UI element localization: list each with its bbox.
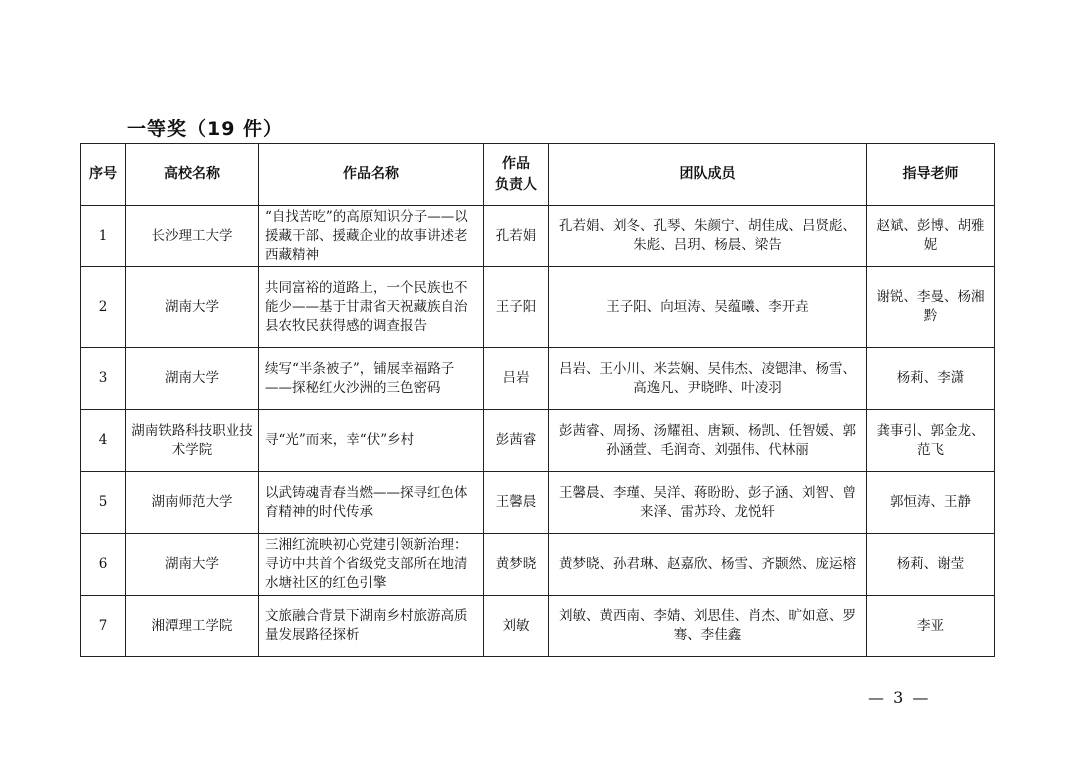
cell-school: 湘潭理工学院 bbox=[126, 596, 259, 657]
cell-team: 王子阳、向垣涛、吴蕴曦、李开垚 bbox=[549, 267, 867, 348]
cell-team: 彭茜睿、周扬、汤耀祖、唐颖、杨凯、任智媛、郭孙涵萱、毛润奇、刘强伟、代林丽 bbox=[549, 410, 867, 472]
header-index: 序号 bbox=[81, 144, 126, 206]
cell-school: 长沙理工大学 bbox=[126, 206, 259, 267]
table-row bbox=[81, 534, 995, 596]
cell-index: 1 bbox=[81, 206, 126, 267]
cell-advisor: 李亚 bbox=[867, 596, 995, 657]
page-number: — 3 — bbox=[868, 688, 931, 707]
section-title: 一等奖（19 件） bbox=[127, 118, 284, 140]
cell-team: 王馨晨、李瑾、吴洋、蒋盼盼、彭子涵、刘智、曾来泽、雷苏玲、龙悦轩 bbox=[549, 472, 867, 534]
cell-work: 寻“光”而来，幸“伏”乡村 bbox=[259, 410, 484, 472]
table-row bbox=[81, 410, 995, 472]
header-leader: 作品 负责人 bbox=[484, 144, 549, 206]
cell-work: 文旅融合背景下湖南乡村旅游高质量发展路径探析 bbox=[259, 596, 484, 657]
table-row bbox=[81, 267, 995, 348]
cell-leader: 刘敏 bbox=[484, 596, 549, 657]
first-prize-table bbox=[80, 143, 995, 657]
cell-school: 湖南师范大学 bbox=[126, 472, 259, 534]
cell-work: 续写“半条被子”，铺展幸福路子——探秘红火沙洲的三色密码 bbox=[259, 348, 484, 410]
table-row bbox=[81, 472, 995, 534]
cell-school: 湖南铁路科技职业技术学院 bbox=[126, 410, 259, 472]
cell-school: 湖南大学 bbox=[126, 534, 259, 596]
cell-advisor: 杨莉、李潇 bbox=[867, 348, 995, 410]
cell-advisor: 杨莉、谢莹 bbox=[867, 534, 995, 596]
header-work: 作品名称 bbox=[259, 144, 484, 206]
header-team: 团队成员 bbox=[549, 144, 867, 206]
table-row bbox=[81, 596, 995, 657]
cell-team: 孔若娟、刘冬、孔琴、朱颜宁、胡佳成、吕贤彪、朱彪、吕玥、杨晨、梁告 bbox=[549, 206, 867, 267]
cell-advisor: 谢锐、李曼、杨湘黔 bbox=[867, 267, 995, 348]
cell-leader: 吕岩 bbox=[484, 348, 549, 410]
cell-index: 6 bbox=[81, 534, 126, 596]
cell-index: 3 bbox=[81, 348, 126, 410]
cell-school: 湖南大学 bbox=[126, 267, 259, 348]
cell-team: 吕岩、王小川、米芸娴、吴伟杰、凌锶津、杨雪、高逸凡、尹晓晔、叶凌羽 bbox=[549, 348, 867, 410]
cell-leader: 王子阳 bbox=[484, 267, 549, 348]
cell-leader: 王馨晨 bbox=[484, 472, 549, 534]
cell-index: 7 bbox=[81, 596, 126, 657]
cell-advisor: 赵斌、彭博、胡雅妮 bbox=[867, 206, 995, 267]
cell-leader: 黄梦晓 bbox=[484, 534, 549, 596]
cell-index: 4 bbox=[81, 410, 126, 472]
cell-index: 5 bbox=[81, 472, 126, 534]
cell-team: 刘敏、黄西南、李婧、刘思佳、肖杰、旷如意、罗骞、李佳鑫 bbox=[549, 596, 867, 657]
cell-advisor: 龚事引、郭金龙、范飞 bbox=[867, 410, 995, 472]
table-row bbox=[81, 348, 995, 410]
header-school: 高校名称 bbox=[126, 144, 259, 206]
cell-index: 2 bbox=[81, 267, 126, 348]
cell-school: 湖南大学 bbox=[126, 348, 259, 410]
cell-team: 黄梦晓、孙君琳、赵嘉欣、杨雪、齐颢然、庞运榕 bbox=[549, 534, 867, 596]
cell-leader: 彭茜睿 bbox=[484, 410, 549, 472]
table-row bbox=[81, 206, 995, 267]
cell-advisor: 郭恒涛、王静 bbox=[867, 472, 995, 534]
cell-work: 以武铸魂青春当燃——探寻红色体育精神的时代传承 bbox=[259, 472, 484, 534]
cell-leader: 孔若娟 bbox=[484, 206, 549, 267]
table-header-row bbox=[81, 144, 995, 206]
header-advisor: 指导老师 bbox=[867, 144, 995, 206]
cell-work: “自找苦吃”的高原知识分子——以援藏干部、援藏企业的故事讲述老西藏精神 bbox=[259, 206, 484, 267]
cell-work: 共同富裕的道路上，一个民族也不能少——基于甘肃省天祝藏族自治县农牧民获得感的调查报告 bbox=[259, 267, 484, 348]
cell-work: 三湘红流映初心党建引领新治理：寻访中共首个省级党支部所在地清水塘社区的红色引擎 bbox=[259, 534, 484, 596]
